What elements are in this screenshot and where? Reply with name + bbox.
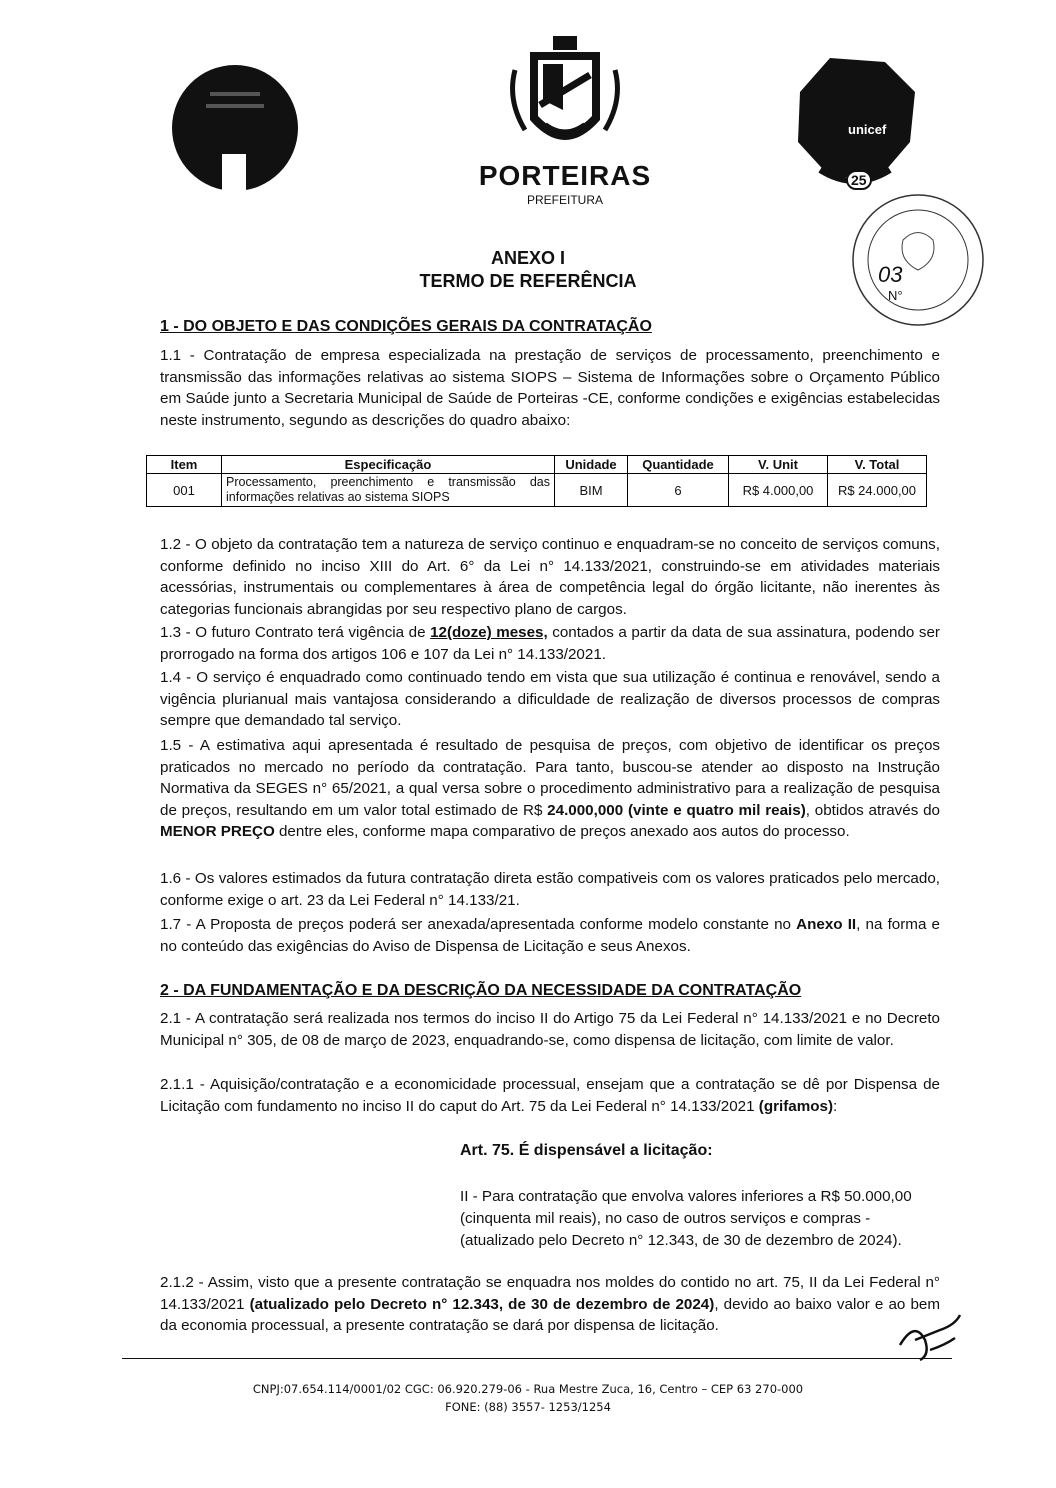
paragraph-1-2: 1.2 - O objeto da contratação tem a natureza de serviço continuo e enquadram-se no conceito de serviços comuns, conforme definido no inciso XIII do Art. 6° da Lei n° 14.133/2021, construindo-se em atividades materiais acessórias, instrumentais ou complementares à área de competência legal do órgão licitante, não inerentes às categorias funcionais abrangidas por seu respectivo plano de cargos. (160, 536, 940, 618)
decree-ref: (atualizado pelo Decreto n° 12.343, de 30 de dezembro de 2024) (249, 1295, 715, 1313)
items-table (146, 455, 927, 507)
paragraph-1-7 (160, 914, 940, 957)
p1-3-text: 1.3 - O futuro Contrato terá vigência de (160, 624, 431, 641)
footer-divider (122, 1358, 952, 1359)
paragraph-1-4: 1.4 - O serviço é enquadrado como continuado tendo em vista que sua utilização é continua e renovável, sendo a vigência plurianual mais vantajosa considerando a dificuldade de realização de diversos processos de compras sempre que demandado tal serviço. (160, 669, 940, 729)
lowest-price: MENOR PREÇO (160, 823, 275, 840)
th-total-value: V. Total (828, 456, 927, 474)
municipal-crest (505, 30, 625, 160)
section2-heading: 2 - DA FUNDAMENTAÇÃO E DA DESCRIÇÃO DA NECESSIDADE DA CONTRATAÇÃO (160, 982, 802, 999)
annex-title: ANEXO I (490, 248, 565, 268)
cell-specification: Processamento, preenchimento e transmissão das informações relativas ao sistema SIOPS (222, 474, 555, 507)
th-specification: Especificação (222, 456, 555, 474)
th-unit-value: V. Unit (729, 456, 828, 474)
signature (895, 1310, 965, 1365)
grifamos: (grifamos) (758, 1097, 834, 1115)
th-item: Item (147, 456, 222, 474)
p1-7-text: 1.7 - A Proposta de preços poderá ser anexada/apresentada conforme modelo constante no (160, 916, 797, 933)
brand-subtitle: PREFEITURA (526, 193, 603, 207)
footer-phone: FONE: (88) 3557- 1253/1254 (445, 1400, 611, 1414)
section1-heading: 1 - DO OBJETO E DAS CONDIÇÕES GERAIS DA CONTRATAÇÃO (160, 318, 652, 335)
paragraph-2-1: 2.1 - A contratação será realizada nos termos do inciso II do Artigo 75 da Lei Federal n° 14.133/2021 e no Decreto Municipal n° 305, de 08 de março de 2023, enquadrando-se, como dispensa de licitação, com limite de valor. (160, 1010, 940, 1049)
quote-title: Art. 75. É dispensável a licitação: (460, 1142, 713, 1159)
quote-body: II - Para contratação que envolva valores inferiores a R$ 50.000,00 (cinquenta mil reais), no caso de outros serviços e compras - (atualizado pelo Decreto n° 12.343, de 30 de dezembro de 2024). (460, 1188, 912, 1249)
th-quantity: Quantidade (628, 456, 729, 474)
th-unit: Unidade (555, 456, 628, 474)
p1-3-text-end: contados a partir da data de sua assinatura, podendo ser prorrogado na forma dos artigos 106 e 107 da Lei n° 14.133/2021. (160, 624, 940, 663)
p2-1-2-text: 2.1.2 - Assim, visto que a presente contratação se enquadra nos moldes do contido no art. 75, II da Lei Federal n° 14.133/2021 (160, 1274, 940, 1313)
p1-5-text-end: dentre eles, conforme mapa comparativo de preços anexado aos autos do processo. (274, 823, 850, 840)
unicef-label: unicef (848, 122, 887, 137)
cell-unit: BIM (555, 474, 628, 507)
unicef-badge (790, 52, 920, 192)
stamp-number: 03 (878, 262, 903, 287)
cell-quantity: 6 (628, 474, 729, 507)
paragraph-2-1-2 (160, 1272, 940, 1337)
annex-ii-ref: Anexo II (796, 916, 857, 933)
p2-1-2-end: , devido ao baixo valor e ao bem da economia processual, a presente contratação se dará por dispensa de licitação. (160, 1295, 941, 1334)
contract-term: 12(doze) meses, (430, 624, 548, 641)
p2-1-1-text: 2.1.1 - Aquisição/contratação e a economicidade processual, ensejam que a contratação se dê por Dispensa de Licitação com fundamento no inciso II do caput do Art. 75 da Lei Federal n° 14.133/2021 (160, 1076, 940, 1115)
table-row (147, 474, 927, 507)
paragraph-1-3 (160, 622, 940, 665)
p2-1-1-end: : (833, 1097, 838, 1115)
left-logo (170, 62, 300, 194)
estimated-value: 24.000,000 (vinte e quatro mil reais) (547, 801, 806, 819)
paragraph-2-1-1 (160, 1074, 940, 1117)
brand-name: PORTEIRAS (478, 160, 652, 191)
p1-5-text: 1.5 - A estimativa aqui apresentada é resultado de pesquisa de preços, com objetivo de identificar os preços praticados no mercado no período da contratação. Para tanto, buscou-se atender ao disposto na Instrução Normativa da SEGES n° 65/2021, a qual versa sobre o procedimento administrativo para a realização de pesquisa de preços, resultando em um valor total estimado de R$ (160, 737, 940, 819)
cell-total-value: R$ 24.000,00 (828, 474, 927, 507)
paragraph-1-5 (160, 735, 940, 843)
paragraph-1-1: 1.1 - Contratação de empresa especializada na prestação de serviços de processamento, preenchimento e transmissão das informações relativas ao sistema SIOPS – Sistema de Informações sobre o Orçamento Público em Saúde junto a Secretaria Municipal de Saúde de Porteiras -CE, conforme condições e exigências estabelecidas neste instrumento, segundo as descrições do quadro abaixo: (160, 347, 940, 429)
unicef-number: 25 (846, 170, 872, 190)
cell-unit-value: R$ 4.000,00 (729, 474, 828, 507)
p1-5-text-mid: , obtidos através do (805, 801, 940, 819)
footer-address: CNPJ:07.654.114/0001/02 CGC: 06.920.279-06 - Rua Mestre Zuca, 16, Centro – CEP 63 270-000 (252, 1382, 804, 1396)
cell-item: 001 (147, 474, 222, 507)
stamp-label: N° (888, 288, 903, 303)
p1-7-text-end: , na forma e no conteúdo das exigências do Aviso de Dispensa de Licitação e seus Anexos. (160, 916, 940, 955)
document-title: TERMO DE REFERÊNCIA (419, 271, 637, 291)
paragraph-1-6: 1.6 - Os valores estimados da futura contratação direta estão compativeis com os valores praticados pelo mercado, conforme exige o art. 23 da Lei Federal n° 14.133/21. (160, 870, 940, 909)
